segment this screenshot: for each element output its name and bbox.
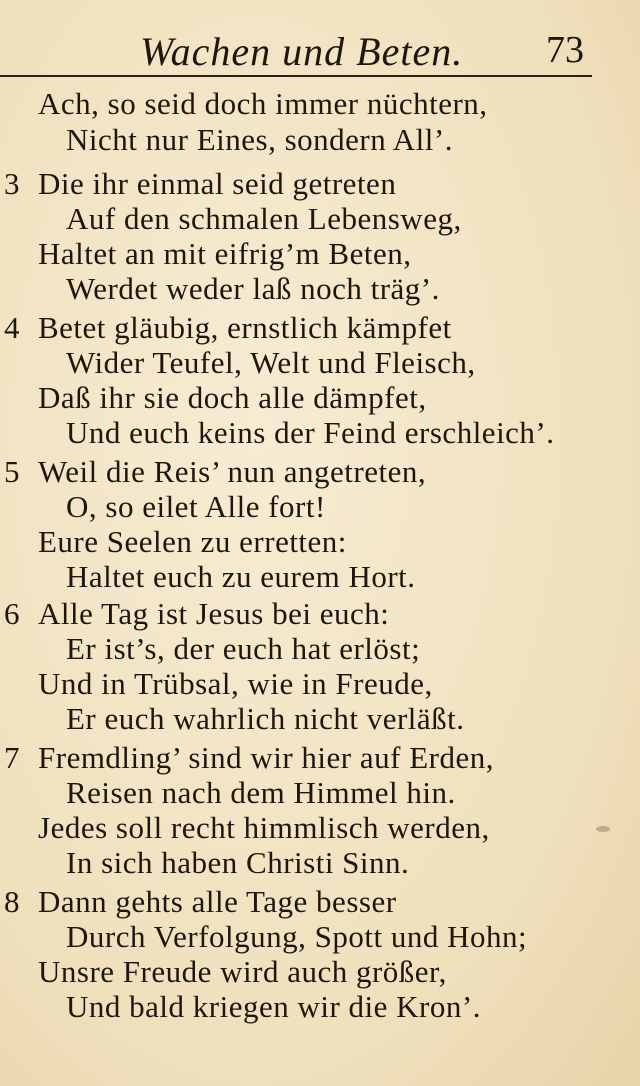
verse-line: Werdet weder laß noch träg’.	[66, 271, 440, 306]
verse-line: Auf den schmalen Lebensweg,	[66, 201, 462, 236]
verse-line: Weil die Reis’ nun angetreten,	[38, 454, 427, 489]
paper-blemish	[596, 826, 610, 832]
verse-line: Fremdling’ sind wir hier auf Erden,	[38, 740, 494, 775]
running-head-title: Wachen und Beten.	[140, 29, 464, 74]
verse-line: Betet gläubig, ernstlich kämpfet	[38, 310, 452, 345]
header-rule	[0, 75, 592, 77]
verse-line: O, so eilet Alle fort!	[66, 489, 326, 524]
stanza-number: 3	[4, 166, 20, 201]
verse-line: Nicht nur Eines, sondern All’.	[66, 122, 453, 157]
verse-line: In sich haben Christi Sinn.	[66, 845, 410, 880]
verse-line: Dann gehts alle Tage besser	[38, 884, 397, 919]
stanza-number: 8	[4, 884, 20, 919]
verse-line: Und euch keins der Feind erschleich’.	[66, 415, 555, 450]
stanza-number: 6	[4, 596, 20, 631]
verse-line: Ach, so seid doch immer nüchtern,	[38, 86, 488, 121]
verse-line: Durch Verfolgung, Spott und Hohn;	[66, 919, 528, 954]
verse-line: Jedes soll recht himmlisch werden,	[38, 810, 490, 845]
verse-line: Und bald kriegen wir die Kron’.	[66, 989, 481, 1024]
verse-line: Eure Seelen zu erretten:	[38, 524, 347, 559]
verse-line: Haltet euch zu eurem Hort.	[66, 559, 416, 594]
stanza-number: 4	[4, 310, 20, 345]
verse-line: Er euch wahrlich nicht verläßt.	[66, 701, 465, 736]
verse-line: Alle Tag ist Jesus bei euch:	[38, 596, 390, 631]
verse-line: Die ihr einmal seid getreten	[38, 166, 397, 201]
verse-line: Wider Teufel, Welt und Fleisch,	[66, 345, 476, 380]
verse-line: Reisen nach dem Himmel hin.	[66, 775, 456, 810]
verse-line: Er ist’s, der euch hat erlöst;	[66, 631, 421, 666]
verse-line: Unsre Freude wird auch größer,	[38, 954, 447, 989]
verse-line: Daß ihr sie doch alle dämpfet,	[38, 380, 427, 415]
page-number: 73	[546, 29, 584, 71]
verse-line: Und in Trübsal, wie in Freude,	[38, 666, 433, 701]
verse-line: Haltet an mit eifrig’m Beten,	[38, 236, 412, 271]
stanza-number: 5	[4, 454, 20, 489]
stanza-number: 7	[4, 740, 20, 775]
